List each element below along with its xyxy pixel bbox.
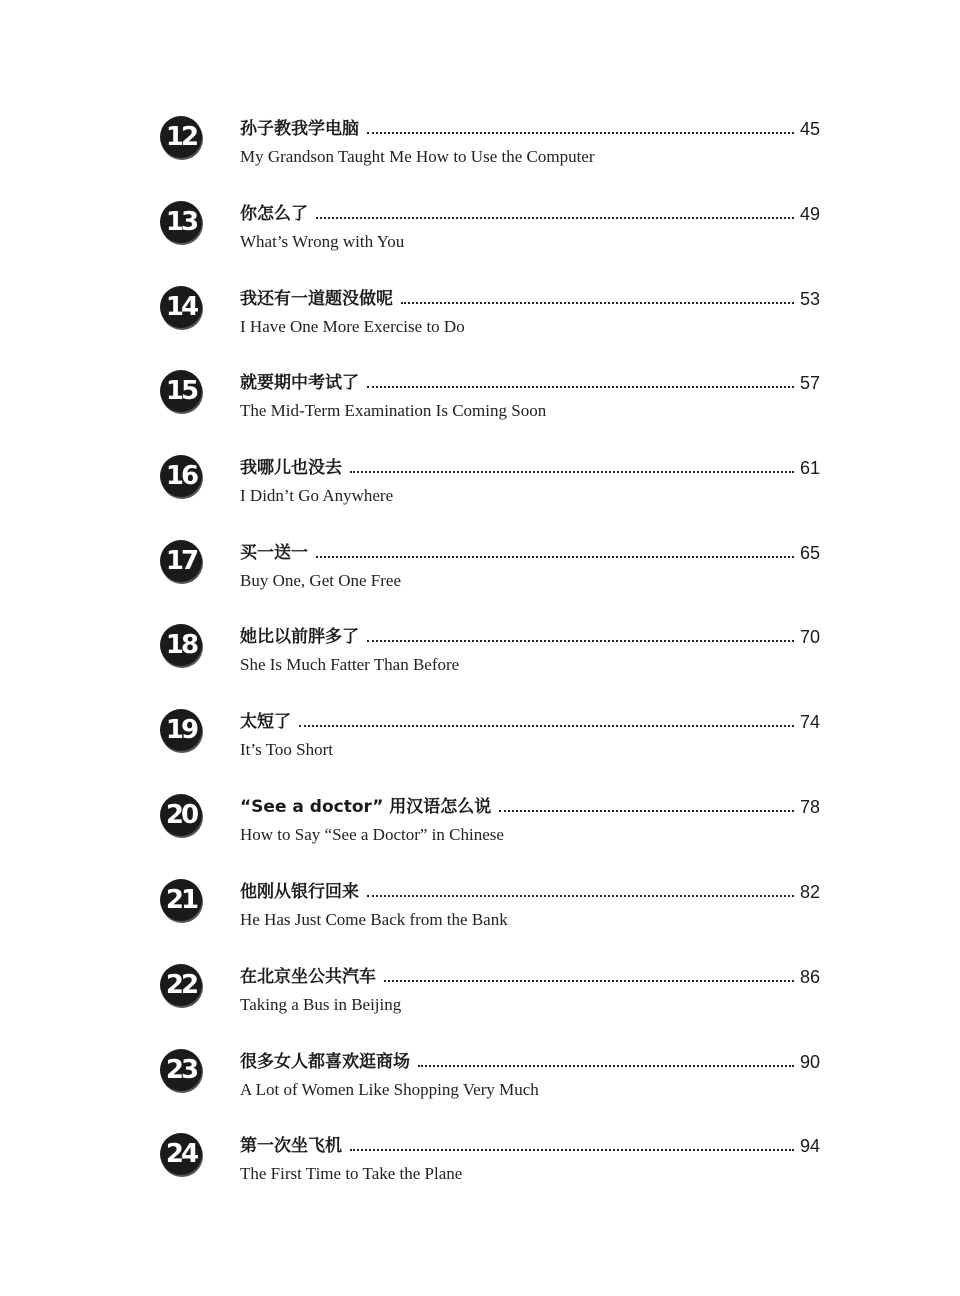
- dot-leader: [316, 217, 794, 219]
- lesson-number-badge: 12: [160, 116, 202, 158]
- title-line: [240, 116, 820, 140]
- dot-leader: [316, 556, 794, 558]
- lesson-number-badge: 15: [160, 370, 202, 412]
- lesson-title-chinese: 很多女人都喜欢逛商场: [240, 1052, 410, 1072]
- title-line: [240, 879, 820, 903]
- title-line: [240, 1133, 820, 1157]
- lesson-title-chinese: 太短了: [240, 712, 291, 732]
- lesson-number-badge: 19: [160, 709, 202, 751]
- lesson-title-english: What’s Wrong with You: [240, 232, 405, 251]
- dot-leader: [367, 386, 794, 388]
- page-number: 82: [799, 882, 820, 902]
- page-number: 65: [799, 543, 820, 563]
- lesson-title-english: The First Time to Take the Plane: [240, 1164, 463, 1183]
- lesson-title-english: It’s Too Short: [240, 740, 333, 759]
- page-number: 78: [799, 797, 820, 817]
- lesson-title-english: He Has Just Come Back from the Bank: [240, 910, 508, 929]
- dot-leader: [367, 640, 794, 642]
- lesson-title-chinese: 他刚从银行回来: [240, 882, 359, 902]
- lesson-title-chinese: 就要期中考试了: [240, 373, 359, 393]
- toc-entry[interactable]: [160, 1133, 820, 1213]
- lesson-title-english: She Is Much Fatter Than Before: [240, 655, 460, 674]
- lesson-title-chinese: 在北京坐公共汽车: [240, 967, 376, 987]
- lesson-number-badge: 21: [160, 879, 202, 921]
- title-line: [240, 794, 820, 818]
- toc-entry[interactable]: [160, 201, 820, 281]
- lesson-number-badge: 24: [160, 1133, 202, 1175]
- lesson-title-chinese: 我哪儿也没去: [240, 458, 342, 478]
- lesson-title-chinese: 我还有一道题没做呢: [240, 289, 393, 309]
- page-number: 74: [799, 712, 820, 732]
- dot-leader: [499, 810, 794, 812]
- page-number: 86: [799, 967, 820, 987]
- page-number: 53: [799, 289, 820, 309]
- page-number: 94: [799, 1136, 820, 1156]
- toc-entry[interactable]: [160, 1049, 820, 1129]
- toc-entry[interactable]: [160, 370, 820, 450]
- lesson-number-badge: 13: [160, 201, 202, 243]
- lesson-title-chinese: 孙子教我学电脑: [240, 119, 359, 139]
- title-line: [240, 286, 820, 310]
- toc-entry[interactable]: [160, 709, 820, 789]
- title-line: [240, 455, 820, 479]
- lesson-number-badge: 16: [160, 455, 202, 497]
- toc-entry[interactable]: [160, 455, 820, 535]
- lesson-number-badge: 23: [160, 1049, 202, 1091]
- lesson-number-badge: 14: [160, 286, 202, 328]
- dot-leader: [299, 725, 794, 727]
- title-line: [240, 709, 820, 733]
- page-number: 57: [799, 373, 820, 393]
- dot-leader: [418, 1065, 794, 1067]
- toc-entry[interactable]: [160, 116, 820, 196]
- lesson-number-badge: 17: [160, 540, 202, 582]
- dot-leader: [350, 471, 794, 473]
- dot-leader: [350, 1149, 794, 1151]
- lesson-number-badge: 22: [160, 964, 202, 1006]
- page-number: 49: [799, 204, 820, 224]
- page-number: 61: [799, 458, 820, 478]
- toc-entry[interactable]: [160, 794, 820, 874]
- lesson-title-chinese: “See a doctor” 用汉语怎么说: [240, 797, 492, 817]
- page-number: 90: [799, 1052, 820, 1072]
- lesson-number-badge: 20: [160, 794, 202, 836]
- title-line: [240, 964, 820, 988]
- dot-leader: [384, 980, 794, 982]
- toc-entry[interactable]: [160, 540, 820, 620]
- toc-entry[interactable]: [160, 624, 820, 704]
- lesson-title-chinese: 你怎么了: [240, 204, 308, 224]
- lesson-title-chinese: 买一送一: [240, 543, 308, 563]
- title-line: [240, 540, 820, 564]
- lesson-title-chinese: 她比以前胖多了: [240, 627, 359, 647]
- toc-entry[interactable]: [160, 879, 820, 959]
- lesson-title-english: A Lot of Women Like Shopping Very Much: [240, 1080, 539, 1099]
- lesson-title-english: The Mid-Term Examination Is Coming Soon: [240, 401, 547, 420]
- dot-leader: [367, 895, 794, 897]
- lesson-title-english: Buy One, Get One Free: [240, 571, 401, 590]
- page-number: 70: [799, 627, 820, 647]
- lesson-title-english: How to Say “See a Doctor” in Chinese: [240, 825, 504, 844]
- lesson-title-english: I Didn’t Go Anywhere: [240, 486, 394, 505]
- toc-entry[interactable]: [160, 964, 820, 1044]
- title-line: [240, 201, 820, 225]
- toc-entry[interactable]: [160, 286, 820, 366]
- lesson-number-badge: 18: [160, 624, 202, 666]
- dot-leader: [401, 302, 794, 304]
- title-line: [240, 1049, 820, 1073]
- lesson-title-english: I Have One More Exercise to Do: [240, 317, 465, 336]
- title-line: [240, 370, 820, 394]
- page-number: 45: [799, 119, 820, 139]
- dot-leader: [367, 132, 794, 134]
- lesson-title-english: My Grandson Taught Me How to Use the Computer: [240, 147, 595, 166]
- lesson-title-english: Taking a Bus in Beijing: [240, 995, 402, 1014]
- lesson-title-chinese: 第一次坐飞机: [240, 1136, 342, 1156]
- title-line: [240, 624, 820, 648]
